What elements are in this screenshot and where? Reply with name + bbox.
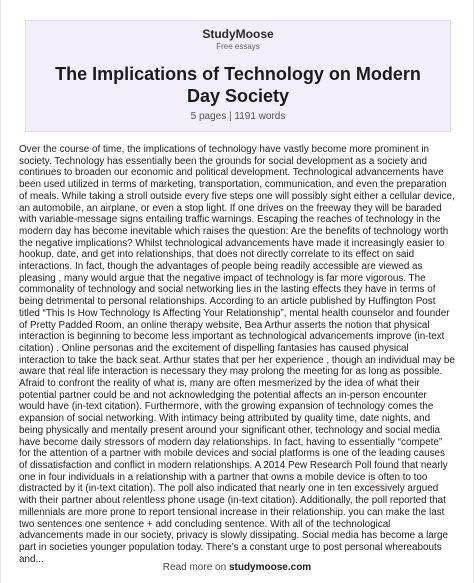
- brand-name[interactable]: StudyMoose: [202, 27, 274, 41]
- essay-title: The Implications of Technology on Modern Day Society: [55, 64, 421, 106]
- essay-header: [25, 20, 451, 132]
- footer-prefix: Read more on: [162, 562, 229, 573]
- read-more-footer: [1, 562, 473, 573]
- watermark-logo: ✧✧✧: [327, 453, 421, 527]
- studymoose-link[interactable]: studymoose.com: [228, 562, 312, 573]
- essay-body: Over the course of time, the implications of technology have vastly become more prominent in society. Technology has essentially been the grounds for social development as a society and continues to broaden our economic and political development. Technological advancements have been used utilized in terms of marketing, transportation, communication, and even the preparation of meals. While taking a stroll outside every five steps one will possibly sight either a cellular device, an automobile, an airplane, or even a stop light. If one drives on the freeway they will be baraded with variable-message signs entailing traffic warnings. Escaping the reaches of technology in the modern day has become inevitable which raises the question: Are the benefits of technology worth the negative implications? Whilst technological advancements have made it increasingly easier to hookup, date, and get into relationships, that does not directly correlate to its effect on said interactions. In fact, though the advantages of people being readily accessible are viewed as pleasing , many would argue that the negative impact of technology is far more vigorous. The commonality of technology and social networking lies in the lasting effects they have in terms of being detrimental to personal relationships. According to an article published by Huffington Post titled “This Is How Technology Is Affecting Your Relationship”, mental health counselor and founder of Pretty Padded Room, an online therapy website, Bea Arthur asserts the notion that physical interaction is beginning to become less important as technological advancements improve (in-text citation) . Online personas and the excitement of dispelling fantasies has caused physical interaction to take the back seat. Arthur states that per her experience , though an individual may be aware that real life interaction is necessary they may prolong the meeting for as long as possible. Afraid to confront the reality of what is, many are often mesmerized by the idea of what their potential partner could be and not acknowledging the potential affects an in-person encounter would have (in-text citation). Furthermore, with the growing expansion of technology comes the expansion of social networking. With intimacy being attributed by quality time, date nights, and being physically and mentally present around your significant other, technology and social media have become daily stressors of modern day relationships. In fact, having to essentially “compete” for the attention of a partner with mobile devices and social platforms is one of the leading causes of dissatisfaction and conflict in modern relationships. A 2014 Pew Research Poll found that nearly one in four individuals in a relationship with a partner that owns a mobile device is often to too distracted by it (in-text citation). The poll also indicated that nearly one in ten excessively argued with their partner about relentless phone usage (in-text citation). Additionally, the poll reported that millennials are more prone to report tensional increase in their relationship. you can make the last two sentences one sentence + add concluding sentence. With all of the technological advancements made in our society, privacy is slowly dissipating. Social media has become a large part in societies younger population today. There’s a constant urge to post personal whereabouts and...: [19, 144, 455, 565]
- brand-subtitle: Free essays: [216, 42, 260, 51]
- watermark-logo: ✧✧✧: [297, 233, 391, 307]
- essay-meta: 5 pages | 1191 words: [190, 111, 286, 122]
